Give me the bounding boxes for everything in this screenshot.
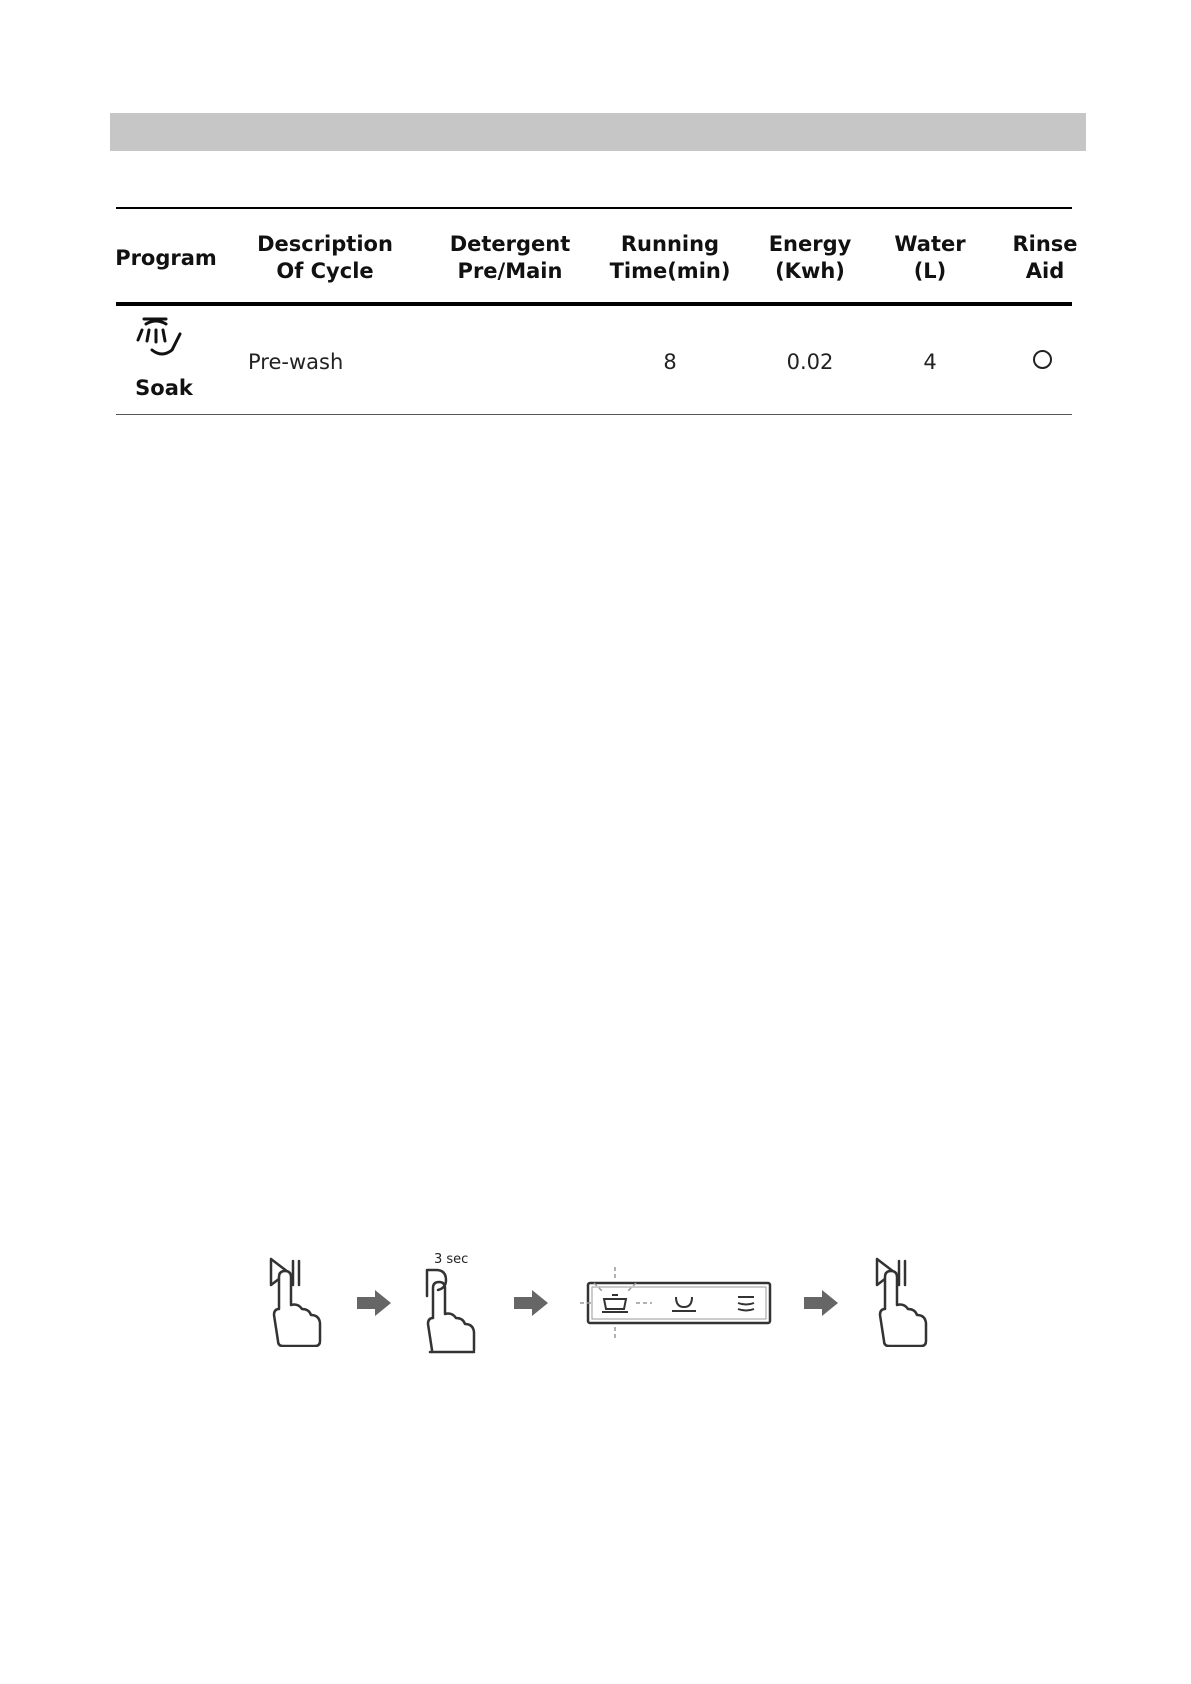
soak-spray-icon <box>132 316 192 364</box>
table-top-rule <box>116 207 1072 209</box>
cell-energy: 0.02 <box>786 350 834 374</box>
header-rinse-aid: Rinse Aid <box>1012 232 1078 283</box>
play-pause-press-icon <box>268 1255 332 1347</box>
program-soak-label: Soak <box>135 376 193 400</box>
cell-water: 4 <box>923 350 937 374</box>
header-description: Description Of Cycle <box>257 232 393 283</box>
hold-button-icon <box>422 1266 486 1354</box>
cell-description: Pre-wash <box>248 350 344 374</box>
circle-icon <box>1033 350 1052 369</box>
header-program: Program <box>115 245 217 270</box>
header-energy: Energy (Kwh) <box>768 232 852 283</box>
section-header-bar <box>110 113 1086 151</box>
arrow-right-icon <box>514 1290 548 1316</box>
arrow-right-icon <box>357 1290 391 1316</box>
table-bottom-rule <box>116 414 1072 415</box>
header-water: Water (L) <box>894 232 966 283</box>
program-display-panel-icon <box>580 1265 776 1341</box>
header-running-time: Running Time(min) <box>609 232 731 283</box>
hold-duration-label: 3 sec <box>434 1252 469 1267</box>
cell-detergent <box>430 345 590 379</box>
arrow-right-icon <box>804 1290 838 1316</box>
table-header-rule <box>116 302 1072 306</box>
cell-running-time: 8 <box>663 350 677 374</box>
play-pause-press-icon <box>874 1255 938 1347</box>
header-detergent: Detergent Pre/Main <box>449 232 571 283</box>
